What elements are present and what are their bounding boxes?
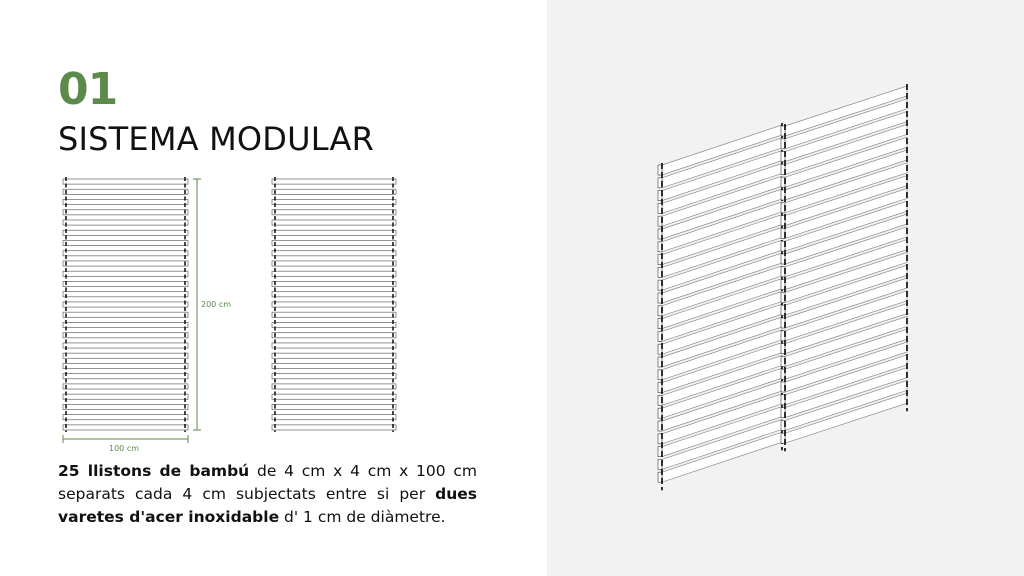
slat <box>272 220 396 225</box>
slat <box>272 425 396 430</box>
slat <box>63 199 188 204</box>
slat <box>272 302 396 307</box>
height-dimension <box>193 179 231 430</box>
slat <box>63 425 188 430</box>
slat <box>272 312 396 317</box>
description-text-2: d' 1 cm de diàmetre. <box>279 508 446 526</box>
slat <box>63 343 188 348</box>
slat <box>63 302 188 307</box>
slat <box>63 353 188 358</box>
slat <box>272 281 396 286</box>
width-dimension <box>63 435 188 453</box>
slat <box>63 322 188 327</box>
slat <box>63 179 188 184</box>
slat <box>63 333 188 338</box>
slat <box>63 261 188 266</box>
width-dimension-label: 100 cm <box>109 444 140 453</box>
slat <box>63 363 188 368</box>
slat <box>272 251 396 256</box>
slat <box>272 179 396 184</box>
slat <box>272 384 396 389</box>
description-text-1: de 4 cm x 4 cm x 100 cm separats cada 4 cm subjectats entre si per <box>58 462 478 503</box>
slat <box>272 343 396 348</box>
slat <box>272 292 396 297</box>
slat <box>63 220 188 225</box>
slat <box>272 353 396 358</box>
slat <box>63 251 188 256</box>
description <box>58 460 477 529</box>
panel-elevation-plain <box>272 177 396 432</box>
slat <box>272 189 396 194</box>
slat <box>272 374 396 379</box>
slat <box>272 210 396 215</box>
slat <box>272 363 396 368</box>
slat <box>272 240 396 245</box>
elevation-drawings <box>0 0 547 460</box>
slat <box>272 261 396 266</box>
slat <box>63 415 188 420</box>
slat <box>63 189 188 194</box>
slat <box>272 394 396 399</box>
slat <box>63 210 188 215</box>
slat <box>272 333 396 338</box>
slat <box>63 374 188 379</box>
slat <box>63 281 188 286</box>
slat <box>272 230 396 235</box>
description-bold-2: dues varetes d'acer inoxidable <box>58 485 477 526</box>
slat <box>63 230 188 235</box>
section-title: SISTEMA MODULAR <box>58 120 375 158</box>
slat <box>272 271 396 276</box>
section-number: 01 <box>58 64 118 115</box>
slat <box>63 394 188 399</box>
isometric-view <box>547 0 1024 576</box>
isometric-panels <box>658 84 907 490</box>
slat <box>63 404 188 409</box>
slat <box>272 404 396 409</box>
slat <box>63 312 188 317</box>
description-bold-1: 25 llistons de bambú <box>58 462 250 480</box>
slat <box>272 415 396 420</box>
slat <box>63 384 188 389</box>
height-dimension-label: 200 cm <box>201 300 232 309</box>
panel-elevation-dimensioned <box>63 177 188 432</box>
slat <box>63 240 188 245</box>
slat <box>272 199 396 204</box>
slat <box>63 271 188 276</box>
slat <box>63 292 188 297</box>
slat <box>272 322 396 327</box>
